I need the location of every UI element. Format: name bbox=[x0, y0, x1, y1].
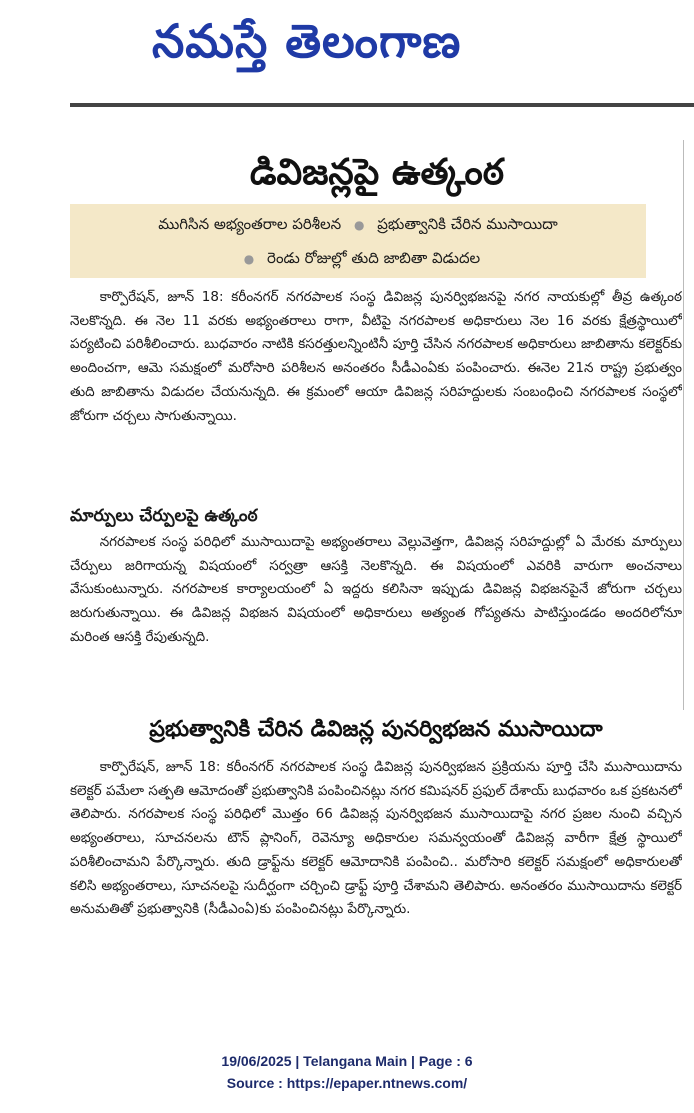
footer-date-line: 19/06/2025 | Telangana Main | Page : 6 bbox=[221, 1053, 473, 1069]
subhead-row-1 bbox=[70, 208, 646, 240]
article-headline: డివిజన్లపై ఉత్కంఠ bbox=[249, 152, 505, 193]
subhead-box bbox=[70, 204, 646, 278]
subhead-item-1: ముగిసిన అభ్యంతరాల పరిశీలన bbox=[158, 215, 342, 233]
bullet-icon: ● bbox=[243, 252, 255, 266]
footer-source-line: Source : https://epaper.ntnews.com/ bbox=[226, 1075, 468, 1091]
section-title-1: మార్పులు చేర్పులపై ఉత్కంఠ bbox=[70, 506, 258, 526]
newspaper-masthead: నమస్తే తెలంగాణ bbox=[152, 14, 462, 68]
subhead-item-3: రెండు రోజుల్లో తుది జాబితా విడుదల bbox=[267, 249, 481, 267]
article-paragraph-3: కార్పొరేషన్, జూన్ 18: కరీంనగర్ నగరపాలక సంస్థ డివిజన్ల పునర్విభజన ప్రక్రియను పూర్తి చేసి ముసాయిదాను కలెక్టర్ పమేలా సత్పతి ఆమోదంతో ప్రభుత్వానికి పంపించినట్లు నగర కమిషనర్ ప్రఫుల్ దేశాయ్ బుధవారం ఒక ప్రకటనలో తెలిపారు. నగరపాలక సంస్థ పరిధిలో మొత్తం 66 డివిజన్ల పునర్విభజన ముసాయిదాపై నగర ప్రజల నుంచి వచ్చిన అభ్యంతరాలు, సూచనలను టౌన్ ప్లానింగ్, రెవెన్యూ అధికారుల సమన్వయంతో డివిజన్ల వారీగా క్షేత్ర స్థాయిలో పరిశీలించామని పేర్కొన్నారు. తుది డ్రాఫ్ట్‌ను కలెక్టర్ ఆమోదానికి పంపించి.. మరోసారి కలెక్టర్ సమక్షంలో అధికారులతో కలిసి అభ్యంతరాలు, సూచనలపై సుదీర్ఘంగా చర్చించి డ్రాఫ్ట్ పూర్తి చేశామని తెలిపారు. అనంతరం ముసాయిదాను కలెక్టర్ అనుమతితో ప్రభుత్వానికి (సీడీఎంఏ)కు పంపించినట్లు పేర్కొన్నారు. bbox=[70, 759, 682, 918]
masthead-rule bbox=[70, 103, 694, 107]
article-paragraph-2: నగరపాలక సంస్థ పరిధిలో ముసాయిదాపై అభ్యంతరాలు వెల్లువెత్తగా, డివిజన్ల సరిహద్దుల్లో ఏ మేరకు మార్పులు చేర్పులు జరిగాయన్న విషయంలో సర్వత్రా ఆసక్తి నెలకొన్నది. ఈ విషయంలో ఎవరికి వారుగా అంచనాలు వేసుకుంటున్నారు. నగరపాలక కార్యాలయంలో ఏ ఇద్దరు కలిసినా ఇప్పుడు డివిజన్ల విభజనపైనే జోరుగా చర్చలు జరుగుతున్నాయి. ఈ డివిజన్ల విభజన విషయంలో అధికారులు అత్యంత గోప్యతను పాటిస్తుండడం అందరిలోనూ మరింత ఆసక్తి రేపుతున్నది. bbox=[70, 534, 682, 645]
subhead-item-2: ప్రభుత్వానికి చేరిన ముసాయిదా bbox=[377, 215, 558, 233]
section-headline-2: ప్రభుత్వానికి చేరిన డివిజన్ల పునర్విభజన ముసాయిదా bbox=[149, 717, 603, 742]
column-divider bbox=[683, 140, 684, 710]
article-paragraph-1: కార్పొరేషన్, జూన్ 18: కరీంనగర్ నగరపాలక సంస్థ డివిజన్ల పునర్విభజనపై నగర నాయకుల్లో తీవ్ర ఉత్కంఠ నెలకొన్నది. ఈ నెల 11 వరకు అభ్యంతరాలు రాగా, వీటిపై నగరపాలక అధికారులు నెల 16 వరకు క్షేత్రస్థాయిలో పర్యటించి పరిశీలించారు. బుధవారం నాటికి కసరత్తులన్నింటినీ పూర్తి చేసిన నగరపాలక అధికారులు జాబితాను కలెక్టర్‌కు అందించగా, ఆమె సమక్షంలో మరోసారి పరిశీలన అనంతరం సీడీఎంఏకు పంపించారు. ఈనెల 21న రాష్ట్ర ప్రభుత్వం తుది జాబితాను విడుదల చేయనున్నది. ఈ క్రమంలో ఆయా డివిజన్ల సరిహద్దులకు సంబంధించి నగరపాలక సంస్థలో జోరుగా చర్చలు సాగుతున్నాయి. bbox=[70, 289, 682, 424]
subhead-row-2 bbox=[70, 242, 646, 274]
bullet-icon: ● bbox=[353, 218, 365, 232]
